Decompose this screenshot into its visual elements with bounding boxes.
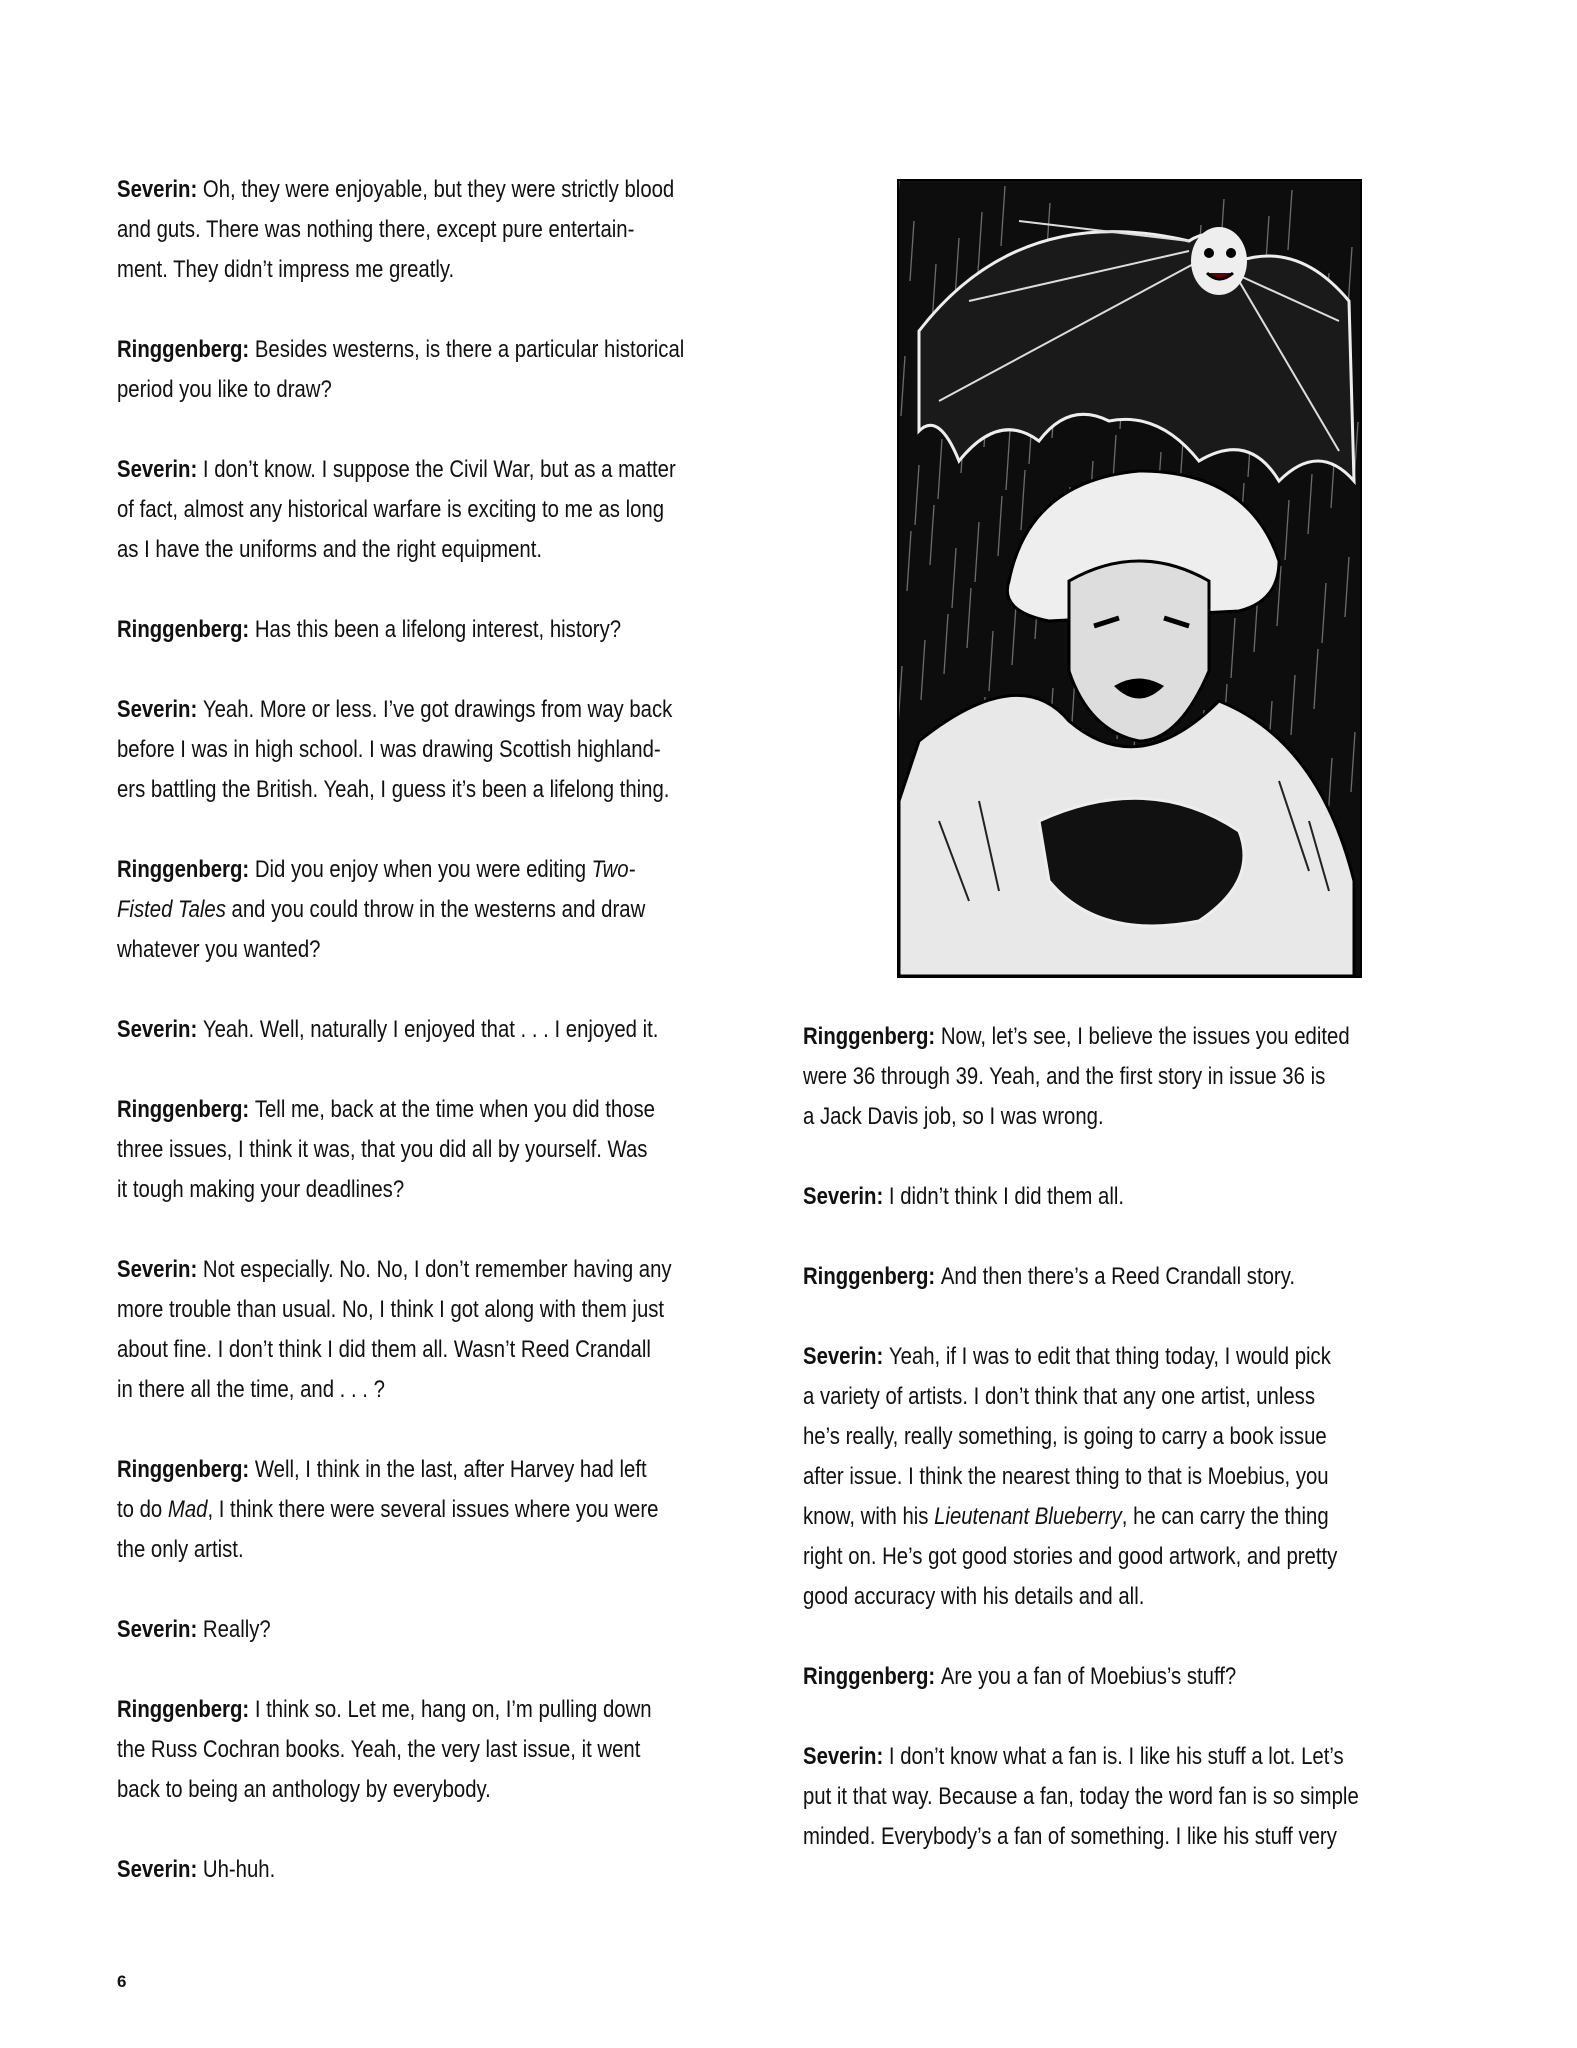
text-segment: in there all the time, and . . . ? bbox=[117, 1376, 385, 1403]
text-segment: ers battling the British. Yeah, I guess it’s been a lifelong thing. bbox=[117, 776, 670, 803]
text-line bbox=[117, 330, 685, 370]
text-segment: minded. Everybody’s a fan of something. I like his stuff very bbox=[803, 1823, 1337, 1850]
text-line bbox=[803, 1537, 1338, 1577]
text-line bbox=[117, 1850, 648, 1890]
text-line bbox=[803, 1457, 1334, 1497]
interview-paragraph bbox=[117, 1250, 757, 1410]
text-line bbox=[117, 530, 648, 570]
interview-paragraph bbox=[803, 1657, 1443, 1697]
speaker-label: Ringgenberg: bbox=[117, 1096, 255, 1123]
text-segment: to do bbox=[117, 1496, 168, 1523]
text-line bbox=[803, 1417, 1334, 1457]
speaker-label: Severin: bbox=[117, 1016, 203, 1043]
speaker-label: Ringgenberg: bbox=[117, 1456, 255, 1483]
paragraph-gap bbox=[117, 570, 757, 610]
paragraph-gap bbox=[117, 410, 757, 450]
interview-paragraph bbox=[803, 1177, 1443, 1217]
paragraph-gap bbox=[117, 810, 757, 850]
text-line bbox=[117, 690, 673, 730]
interview-paragraph bbox=[117, 610, 757, 650]
text-line bbox=[117, 930, 648, 970]
speaker-label: Severin: bbox=[803, 1343, 889, 1370]
text-segment: Did you enjoy when you were editing bbox=[254, 856, 592, 883]
paragraph-gap bbox=[117, 970, 757, 1010]
text-segment: about fine. I don’t think I did them all. Wasn’t Reed Crandall bbox=[117, 1336, 651, 1363]
speaker-label: Severin: bbox=[117, 696, 203, 723]
speaker-label: Severin: bbox=[803, 1743, 889, 1770]
interview-paragraph bbox=[117, 1850, 757, 1890]
text-segment: of fact, almost any historical warfare is exciting to me as long bbox=[117, 496, 665, 523]
text-segment: and guts. There was nothing there, except pure entertain- bbox=[117, 216, 635, 243]
paragraph-gap bbox=[117, 1650, 757, 1690]
text-line bbox=[117, 850, 648, 890]
text-segment: Oh, they were enjoyable, but they were strictly blood bbox=[202, 176, 675, 203]
text-segment: , I think there were several issues where you were bbox=[207, 1496, 659, 1523]
interview-paragraph bbox=[803, 1257, 1443, 1297]
text-segment: Besides westerns, is there a particular historical bbox=[254, 336, 685, 363]
text-line bbox=[117, 370, 648, 410]
text-segment: after issue. I think the nearest thing to that is Moebius, you bbox=[803, 1463, 1329, 1490]
interview-paragraph bbox=[117, 450, 757, 570]
text-line bbox=[117, 1770, 648, 1810]
text-segment: Has this been a lifelong interest, history? bbox=[254, 616, 622, 643]
italic-title: Lieutenant Blueberry bbox=[934, 1503, 1122, 1530]
text-line bbox=[803, 1057, 1334, 1097]
speaker-label: Ringgenberg: bbox=[117, 856, 255, 883]
speaker-label: Ringgenberg: bbox=[803, 1263, 941, 1290]
text-line bbox=[117, 1130, 648, 1170]
text-segment: Uh-huh. bbox=[202, 1856, 276, 1883]
speaker-label: Ringgenberg: bbox=[803, 1023, 941, 1050]
text-line bbox=[117, 1090, 655, 1130]
text-segment: were 36 through 39. Yeah, and the first story in issue 36 is bbox=[803, 1063, 1326, 1090]
text-line bbox=[117, 1330, 651, 1370]
text-line bbox=[803, 1097, 1334, 1137]
text-segment: good accuracy with his details and all. bbox=[803, 1583, 1145, 1610]
text-segment: I don’t know. I suppose the Civil War, but as a matter bbox=[202, 456, 676, 483]
text-segment: Yeah. More or less. I’ve got drawings from way back bbox=[202, 696, 673, 723]
paragraph-gap bbox=[117, 1810, 757, 1850]
speaker-label: Severin: bbox=[117, 1256, 203, 1283]
comic-illustration-vampire-bat bbox=[897, 179, 1362, 978]
paragraph-gap bbox=[117, 1570, 757, 1610]
interview-paragraph bbox=[803, 1017, 1443, 1137]
paragraph-gap bbox=[117, 290, 757, 330]
text-segment: put it that way. Because a fan, today the word fan is so simple bbox=[803, 1783, 1359, 1810]
text-line bbox=[803, 1377, 1334, 1417]
text-line bbox=[803, 1657, 1334, 1697]
interview-paragraph bbox=[117, 690, 757, 810]
text-segment: I don’t know what a fan is. I like his stuff a lot. Let’s bbox=[888, 1743, 1344, 1770]
text-line bbox=[117, 170, 675, 210]
paragraph-gap bbox=[803, 1697, 1443, 1737]
text-segment: know, with his bbox=[803, 1503, 935, 1530]
paragraph-gap bbox=[803, 1617, 1443, 1657]
italic-title: Two- bbox=[591, 856, 636, 883]
italic-title: Fisted Tales bbox=[117, 896, 226, 923]
text-line bbox=[117, 890, 648, 930]
text-segment: Yeah. Well, naturally I enjoyed that . . . I enjoyed it. bbox=[202, 1016, 659, 1043]
paragraph-gap bbox=[803, 1137, 1443, 1177]
text-segment: period you like to draw? bbox=[117, 376, 332, 403]
text-line bbox=[117, 1490, 659, 1530]
speaker-label: Ringgenberg: bbox=[117, 1696, 255, 1723]
text-line bbox=[117, 1730, 648, 1770]
paragraph-gap bbox=[803, 1217, 1443, 1257]
interview-paragraph bbox=[117, 1010, 757, 1050]
text-line bbox=[117, 1450, 648, 1490]
speaker-label: Severin: bbox=[117, 1616, 203, 1643]
text-segment: Really? bbox=[202, 1616, 271, 1643]
paragraph-gap bbox=[117, 650, 757, 690]
text-segment: Yeah, if I was to edit that thing today, I would pick bbox=[888, 1343, 1331, 1370]
text-segment: Not especially. No. No, I don’t remember having any bbox=[202, 1256, 672, 1283]
text-line bbox=[117, 1370, 648, 1410]
text-line bbox=[117, 1170, 648, 1210]
text-segment: Tell me, back at the time when you did those bbox=[254, 1096, 655, 1123]
text-segment: I think so. Let me, hang on, I’m pulling down bbox=[254, 1696, 652, 1723]
interview-paragraph bbox=[803, 1337, 1443, 1617]
paragraph-gap bbox=[117, 1410, 757, 1450]
speaker-label: Ringgenberg: bbox=[117, 336, 255, 363]
speaker-label: Ringgenberg: bbox=[117, 616, 255, 643]
text-segment: as I have the uniforms and the right equipment. bbox=[117, 536, 543, 563]
text-line bbox=[117, 1010, 659, 1050]
text-line bbox=[117, 250, 648, 290]
text-segment: more trouble than usual. No, I think I got along with them just bbox=[117, 1296, 665, 1323]
interview-paragraph bbox=[803, 1737, 1443, 1857]
right-column bbox=[803, 1017, 1443, 1857]
text-segment: Well, I think in the last, after Harvey had left bbox=[254, 1456, 647, 1483]
text-line bbox=[803, 1017, 1350, 1057]
text-line bbox=[117, 210, 648, 250]
text-line bbox=[117, 1290, 665, 1330]
text-segment: before I was in high school. I was drawing Scottish highland- bbox=[117, 736, 661, 763]
interview-paragraph bbox=[117, 1690, 757, 1810]
paragraph-gap bbox=[803, 1297, 1443, 1337]
text-line bbox=[117, 490, 665, 530]
text-segment: Are you a fan of Moebius’s stuff? bbox=[940, 1663, 1237, 1690]
text-line bbox=[117, 1250, 672, 1290]
text-line bbox=[803, 1817, 1337, 1857]
text-line bbox=[117, 1610, 648, 1650]
text-line bbox=[117, 1530, 648, 1570]
text-line bbox=[803, 1257, 1334, 1297]
text-segment: I didn’t think I did them all. bbox=[888, 1183, 1125, 1210]
text-line bbox=[803, 1777, 1359, 1817]
text-segment: it tough making your deadlines? bbox=[117, 1176, 405, 1203]
text-segment: right on. He’s got good stories and good artwork, and pretty bbox=[803, 1543, 1338, 1570]
left-column bbox=[117, 170, 757, 1890]
text-line bbox=[117, 450, 676, 490]
interview-paragraph bbox=[117, 1450, 757, 1570]
speaker-label: Ringgenberg: bbox=[803, 1663, 941, 1690]
text-segment: three issues, I think it was, that you did all by yourself. Was bbox=[117, 1136, 648, 1163]
text-segment: Now, let’s see, I believe the issues you edited bbox=[940, 1023, 1350, 1050]
text-line bbox=[803, 1577, 1334, 1617]
text-segment: he’s really, really something, is going to carry a book issue bbox=[803, 1423, 1327, 1450]
speaker-label: Severin: bbox=[117, 176, 203, 203]
paragraph-gap bbox=[117, 1050, 757, 1090]
text-line bbox=[803, 1337, 1334, 1377]
text-segment: and you could throw in the westerns and draw bbox=[225, 896, 646, 923]
interview-paragraph bbox=[117, 170, 757, 290]
text-line bbox=[117, 1690, 652, 1730]
interview-paragraph bbox=[117, 1610, 757, 1650]
text-segment: , he can carry the thing bbox=[1121, 1503, 1329, 1530]
italic-title: Mad bbox=[167, 1496, 208, 1523]
text-segment: And then there’s a Reed Crandall story. bbox=[940, 1263, 1296, 1290]
text-segment: a variety of artists. I don’t think that any one artist, unless bbox=[803, 1383, 1316, 1410]
text-line bbox=[117, 610, 648, 650]
text-segment: the Russ Cochran books. Yeah, the very last issue, it went bbox=[117, 1736, 641, 1763]
interview-paragraph bbox=[117, 850, 757, 970]
text-line bbox=[803, 1737, 1344, 1777]
text-segment: whatever you wanted? bbox=[117, 936, 321, 963]
text-segment: a Jack Davis job, so I was wrong. bbox=[803, 1103, 1104, 1130]
text-line bbox=[803, 1177, 1334, 1217]
speaker-label: Severin: bbox=[117, 456, 203, 483]
text-line bbox=[117, 770, 670, 810]
speaker-label: Severin: bbox=[803, 1183, 889, 1210]
text-segment: ment. They didn’t impress me greatly. bbox=[117, 256, 455, 283]
text-segment: the only artist. bbox=[117, 1536, 244, 1563]
illustration-image bbox=[899, 181, 1360, 976]
paragraph-gap bbox=[117, 1210, 757, 1250]
text-segment: back to being an anthology by everybody. bbox=[117, 1776, 491, 1803]
speaker-label: Severin: bbox=[117, 1856, 203, 1883]
interview-paragraph bbox=[117, 1090, 757, 1210]
text-line bbox=[803, 1497, 1334, 1537]
interview-paragraph bbox=[117, 330, 757, 410]
page-number: 6 bbox=[117, 1972, 127, 1991]
text-line bbox=[117, 730, 661, 770]
